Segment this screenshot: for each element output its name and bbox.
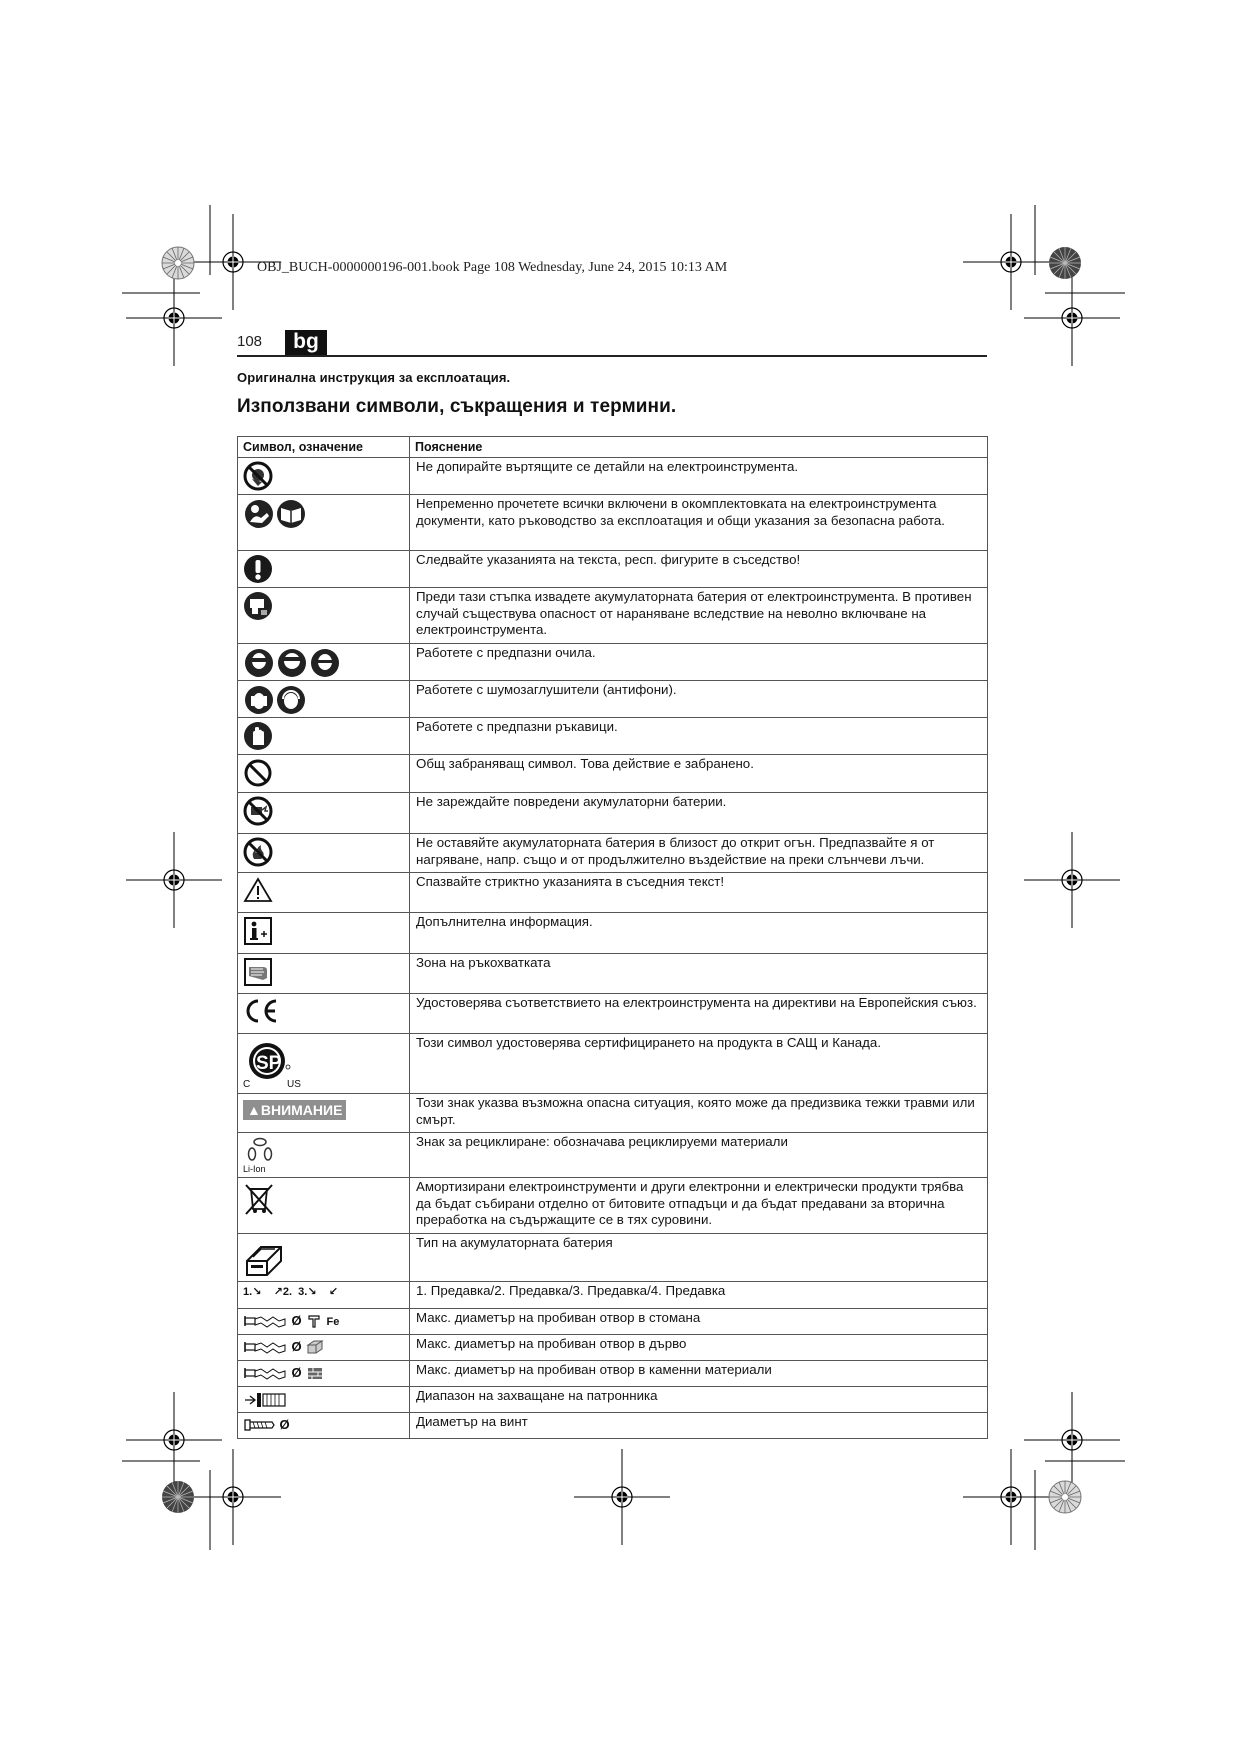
- table-row: [238, 1178, 988, 1234]
- table-row: [238, 994, 988, 1034]
- explanation-text: Работете с предпазни ръкавици.: [410, 718, 988, 755]
- warning-badge-label: ВНИМАНИЕ: [260, 1102, 343, 1118]
- table-row: [238, 644, 988, 681]
- table-row: [238, 718, 988, 755]
- table-row: [238, 1335, 988, 1361]
- explanation-text: Допълнителна информация.: [410, 913, 988, 954]
- table-row: [238, 1133, 988, 1178]
- gear-1-mark: ↘: [252, 1286, 262, 1298]
- table-row: [238, 834, 988, 873]
- gear-2-mark: ↗: [273, 1286, 283, 1298]
- csa-mark-icon: [243, 1037, 305, 1091]
- liion-label: Li-Ion: [243, 1164, 266, 1174]
- table-header-row: [238, 437, 988, 458]
- table-row: [238, 954, 988, 994]
- column-header-symbol: Символ, означение: [238, 437, 410, 458]
- screw-diameter-icon: [243, 1416, 290, 1433]
- explanation-text: Преди тази стъпка извадете акумулаторната батерия от електроинструмента. В противен случай съществува опасност от нараняване вследствие на неволно включване на електроинструмента.: [410, 588, 988, 644]
- explanation-text: Знак за рециклиране: обозначава рециклируеми материали: [410, 1133, 988, 1178]
- explanation-text: Непременно прочетете всички включени в окомплектовката на електроинструмента документи, като ръководство за експлоатация и общи указания за безопасна работа.: [410, 495, 988, 551]
- table-row: [238, 458, 988, 495]
- explanation-text: Не допирайте въртящите се детайли на електроинструмента.: [410, 458, 988, 495]
- grip-zone-icon: [243, 957, 273, 987]
- explanation-text: Не оставяйте акумулаторната батерия в близост до открит огън. Предпазвайте я от нагряване, напр. също и от продължително въздействие на преки слънчеви лъчи.: [410, 834, 988, 873]
- table-row: [238, 1387, 988, 1413]
- table-row: [238, 588, 988, 644]
- read-manual-icon: [243, 498, 307, 530]
- table-row: [238, 873, 988, 913]
- safety-glasses-icon: [243, 647, 341, 679]
- explanation-text: 1. Предавка/2. Предавка/3. Предавка/4. Предавка: [410, 1282, 988, 1309]
- gear-3-label: 3.: [298, 1286, 308, 1298]
- table-row: [238, 1282, 988, 1309]
- recycling-liion-icon: [243, 1136, 277, 1176]
- warning-triangle-icon: [243, 876, 273, 904]
- explanation-text: Тип на акумулаторната батерия: [410, 1234, 988, 1282]
- gear-stages-icon: [243, 1286, 338, 1298]
- no-charge-damaged-battery-icon: [243, 796, 273, 826]
- page-number: 108: [237, 333, 263, 350]
- table-row: [238, 913, 988, 954]
- book-file-info: OBJ_BUCH-0000000196-001.book Page 108 Wednesday, June 24, 2015 10:13 AM: [257, 260, 728, 275]
- drill-steel-icon: [243, 1312, 339, 1329]
- table-row: [238, 681, 988, 718]
- explanation-text: Този символ удостоверява сертифицирането на продукта в САЩ и Канада.: [410, 1034, 988, 1094]
- gear-1-label: 1.: [243, 1286, 253, 1298]
- fe-label: Fe: [326, 1316, 340, 1328]
- explanation-text: Диапазон на захващане на патронника: [410, 1387, 988, 1413]
- warning-badge-icon: ▲ВНИМАНИЕ: [243, 1100, 346, 1120]
- weee-bin-icon: [243, 1181, 275, 1217]
- explanation-text: Удостоверява съответствието на електроинструмента на директиви на Европейския съюз.: [410, 994, 988, 1034]
- explanation-text: Работете с предпазни очила.: [410, 644, 988, 681]
- column-header-explanation: Пояснение: [410, 437, 988, 458]
- prohibition-icon: [243, 758, 273, 788]
- diameter-label: Ø: [291, 1365, 302, 1380]
- explanation-text: Макс. диаметър на пробиван отвор в дърво: [410, 1335, 988, 1361]
- table-row: [238, 793, 988, 834]
- table-row: [238, 1234, 988, 1282]
- drill-wood-icon: [243, 1338, 324, 1355]
- table-row: [238, 1034, 988, 1094]
- battery-type-icon: [243, 1237, 287, 1279]
- diameter-label: Ø: [291, 1339, 302, 1354]
- explanation-text: Не зареждайте повредени акумулаторни батерии.: [410, 793, 988, 834]
- csa-left-label: C: [243, 1079, 251, 1090]
- language-badge: bg: [285, 330, 327, 356]
- explanation-text: Този знак указва възможна опасна ситуация, която може да предизвика тежки травми или смърт.: [410, 1094, 988, 1133]
- info-icon: [243, 916, 273, 946]
- no-touch-rotating-icon: [243, 461, 273, 491]
- table-row: [238, 755, 988, 793]
- explanation-text: Амортизирани електроинструменти и други електронни и електрически продукти трябва да бъдат събирани отделно от битовите отпадъци и да бъдат предавани за вторична преработка на съдържащите се в тях суровини.: [410, 1178, 988, 1234]
- drill-masonry-icon: [243, 1364, 324, 1381]
- explanation-text: Зона на ръкохватката: [410, 954, 988, 994]
- header-rule: [237, 355, 987, 357]
- remove-battery-icon: [243, 591, 273, 621]
- csa-right-label: US: [287, 1079, 301, 1090]
- svg-text:SP: SP: [256, 1053, 282, 1074]
- table-row: [238, 495, 988, 551]
- diameter-label: Ø: [279, 1417, 290, 1432]
- no-fire-battery-icon: [243, 837, 273, 867]
- explanation-text: Макс. диаметър на пробиван отвор в стомана: [410, 1309, 988, 1335]
- section-title: Използвани символи, съкращения и термини.: [237, 396, 677, 417]
- gear-3-mark: ↘: [307, 1286, 317, 1298]
- ear-protection-icon: [243, 684, 307, 716]
- symbols-table: [237, 436, 988, 1439]
- explanation-text: Работете с шумозаглушители (антифони).: [410, 681, 988, 718]
- table-row: [238, 551, 988, 588]
- explanation-text: Спазвайте стриктно указанията в съседния текст!: [410, 873, 988, 913]
- explanation-text: Макс. диаметър на пробиван отвор в каменни материали: [410, 1361, 988, 1387]
- table-row: [238, 1361, 988, 1387]
- ce-mark-icon: [243, 997, 283, 1025]
- gear-2-label: 2.: [282, 1286, 293, 1298]
- table-row: [238, 1413, 988, 1439]
- protective-gloves-icon: [243, 721, 273, 751]
- explanation-text: Следвайте указанията на текста, респ. фигурите в съседство!: [410, 551, 988, 588]
- table-row: [238, 1094, 988, 1133]
- chuck-range-icon: [243, 1390, 287, 1410]
- diameter-label: Ø: [291, 1313, 302, 1328]
- table-row: [238, 1309, 988, 1335]
- document-subtitle: Оригинална инструкция за експлоатация.: [237, 370, 511, 385]
- gear-4-mark: ↙: [328, 1286, 339, 1298]
- exclamation-icon: [243, 554, 273, 584]
- explanation-text: Общ забраняващ символ. Това действие е забранено.: [410, 755, 988, 793]
- explanation-text: Диаметър на винт: [410, 1413, 988, 1439]
